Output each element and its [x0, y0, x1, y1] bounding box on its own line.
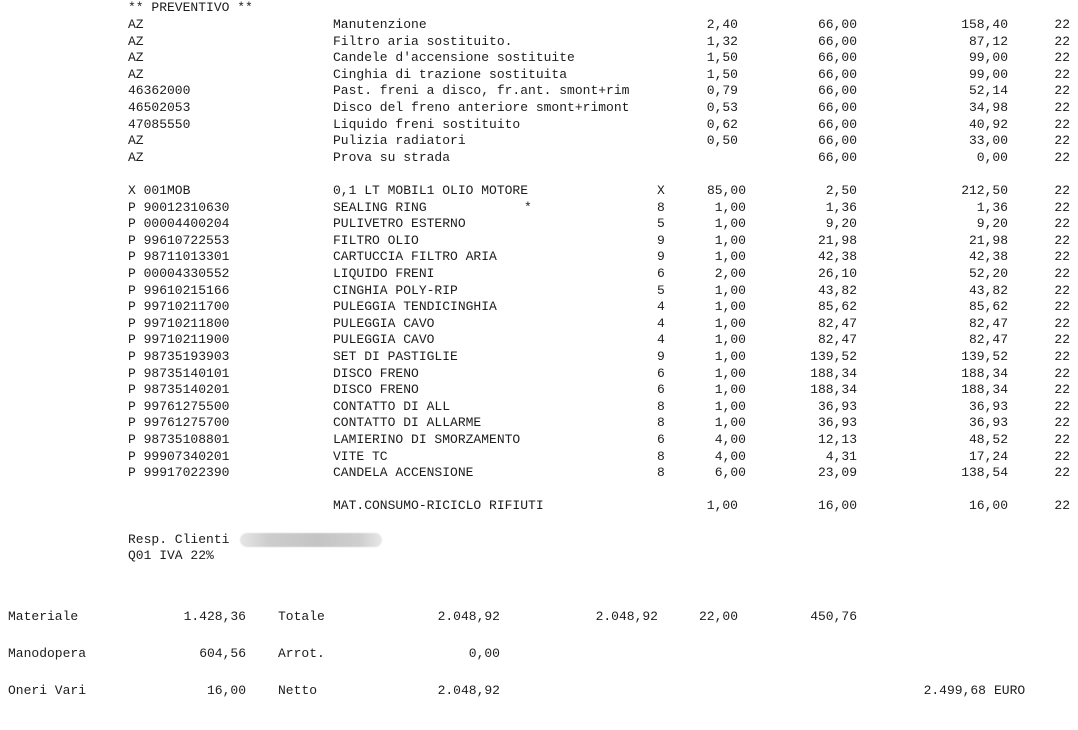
part-vat: 22 — [1054, 232, 1070, 248]
part-code: P 99761275500 — [128, 398, 230, 414]
part-vat: 22 — [1054, 199, 1070, 215]
taxable-value: 2.048,92 — [595, 609, 658, 624]
part-description: LIQUIDO FRENI — [333, 266, 435, 281]
labor-hours: 0,79 — [706, 83, 738, 99]
part-vat: 22 — [1054, 432, 1070, 447]
consumables-amount: 16,00 — [968, 498, 1008, 513]
labor-vat: 22 — [1054, 17, 1070, 32]
materiale-value: 1.428,36 — [183, 609, 246, 624]
labor-description: Filtro aria sostituito. — [333, 33, 513, 49]
part-class: 8 — [657, 398, 665, 414]
part-amount: 52,20 — [968, 266, 1008, 281]
vat-rate: 22,00 — [698, 609, 738, 624]
part-description: PULIVETRO ESTERNO — [333, 216, 466, 232]
part-qty: 1,00 — [714, 216, 746, 232]
labor-code: 46362000 — [128, 83, 191, 99]
labor-code: AZ — [128, 33, 144, 49]
part-vat: 22 — [1054, 448, 1070, 464]
part-qty: 1,00 — [714, 382, 746, 398]
part-qty: 1,00 — [714, 299, 746, 315]
labor-amount: 99,00 — [968, 50, 1008, 66]
part-class: 9 — [657, 249, 665, 265]
part-class: 6 — [657, 266, 665, 281]
part-amount: 188,34 — [961, 365, 1008, 381]
vat-code: Q01 IVA 22% — [128, 548, 214, 563]
part-description: VITE TC — [333, 448, 388, 464]
part-qty: 1,00 — [714, 332, 746, 348]
labor-code: AZ — [128, 66, 144, 82]
part-class: 8 — [657, 199, 665, 215]
resp-clienti-label: Resp. Clienti — [128, 532, 230, 547]
labor-description: Past. freni a disco, fr.ant. smont+rim — [333, 83, 630, 99]
part-code: P 99710211700 — [128, 299, 230, 315]
labor-code: AZ — [128, 133, 144, 149]
part-vat: 22 — [1054, 282, 1070, 298]
part-description: CONTATTO DI ALLARME — [333, 415, 482, 431]
part-description: CONTATTO DI ALL — [333, 398, 451, 414]
part-price: 2,50 — [825, 183, 857, 198]
part-amount: 36,93 — [968, 398, 1008, 414]
part-code: P 98735108801 — [128, 432, 230, 447]
part-vat: 22 — [1054, 349, 1070, 364]
arrot-value: 0,00 — [468, 646, 500, 661]
part-class: 4 — [657, 315, 665, 331]
part-description: PULEGGIA CAVO — [333, 332, 435, 348]
labor-vat: 22 — [1054, 83, 1070, 99]
part-vat: 22 — [1054, 299, 1070, 315]
part-price: 36,93 — [817, 415, 857, 431]
part-code: P 99710211800 — [128, 315, 230, 331]
part-amount: 85,62 — [968, 299, 1008, 315]
labor-hours: 2,40 — [706, 17, 738, 32]
labor-rate: 66,00 — [817, 50, 857, 66]
part-qty: 1,00 — [714, 365, 746, 381]
labor-description: Cinghia di trazione sostituita — [333, 66, 568, 82]
part-class: 9 — [657, 232, 665, 248]
part-code: P 00004330552 — [128, 266, 230, 281]
part-qty: 2,00 — [714, 266, 746, 281]
part-amount: 42,38 — [968, 249, 1008, 265]
labor-rate: 66,00 — [817, 33, 857, 49]
labor-description: Disco del freno anteriore smont+rimont — [333, 100, 630, 115]
part-vat: 22 — [1054, 398, 1070, 414]
part-code: P 98735193903 — [128, 349, 230, 364]
labor-description: Manutenzione — [333, 17, 427, 32]
part-description: CARTUCCIA FILTRO ARIA — [333, 249, 497, 265]
part-vat: 22 — [1054, 382, 1070, 398]
part-amount: 9,20 — [976, 216, 1008, 232]
labor-vat: 22 — [1054, 66, 1070, 82]
part-amount: 212,50 — [961, 183, 1008, 198]
oneri-vari-value: 16,00 — [206, 683, 246, 698]
part-description: CANDELA ACCENSIONE — [333, 465, 474, 481]
part-qty: 4,00 — [714, 448, 746, 464]
part-amount: 138,54 — [961, 465, 1008, 481]
part-vat: 22 — [1054, 183, 1070, 198]
labor-rate: 66,00 — [817, 100, 857, 115]
part-price: 82,47 — [817, 332, 857, 348]
part-description: PULEGGIA CAVO — [333, 315, 435, 331]
part-code: P 99761275700 — [128, 415, 230, 431]
vat-amount: 450,76 — [810, 609, 857, 624]
part-qty: 1,00 — [714, 349, 746, 364]
labor-rate: 66,00 — [817, 83, 857, 99]
labor-rate: 66,00 — [817, 149, 857, 165]
labor-description: Pulizia radiatori — [333, 133, 466, 149]
part-qty: 1,00 — [714, 398, 746, 414]
materiale-label: Materiale — [8, 609, 79, 624]
part-vat: 22 — [1054, 415, 1070, 431]
part-code: P 98735140201 — [128, 382, 230, 398]
redacted-customer-name — [240, 533, 382, 547]
part-price: 43,82 — [817, 282, 857, 298]
labor-amount: 0,00 — [976, 149, 1008, 165]
part-price: 23,09 — [817, 465, 857, 481]
part-class: 9 — [657, 349, 665, 364]
part-amount: 36,93 — [968, 415, 1008, 431]
part-amount: 17,24 — [968, 448, 1008, 464]
part-vat: 22 — [1054, 315, 1070, 331]
labor-amount: 40,92 — [968, 116, 1008, 132]
part-price: 21,98 — [817, 232, 857, 248]
part-code: P 99907340201 — [128, 448, 230, 464]
part-vat: 22 — [1054, 365, 1070, 381]
part-class: 4 — [657, 332, 665, 348]
netto-value: 2.048,92 — [437, 683, 500, 698]
labor-description: Candele d'accensione sostituite — [333, 50, 575, 66]
labor-hours: 1,50 — [706, 66, 738, 82]
labor-amount: 158,40 — [961, 17, 1008, 32]
part-vat: 22 — [1054, 249, 1070, 265]
document-title: ** PREVENTIVO ** — [128, 0, 253, 15]
part-vat: 22 — [1054, 216, 1070, 232]
labor-code: 47085550 — [128, 116, 191, 132]
part-class: 8 — [657, 448, 665, 464]
consumables-qty: 1,00 — [706, 498, 738, 513]
labor-vat: 22 — [1054, 33, 1070, 49]
part-description: FILTRO OLIO — [333, 232, 419, 248]
currency-label: EURO — [994, 683, 1026, 698]
part-code: P 98711013301 — [128, 249, 230, 265]
part-vat: 22 — [1054, 266, 1070, 281]
part-price: 85,62 — [817, 299, 857, 315]
labor-code: AZ — [128, 17, 144, 32]
totale-value: 2.048,92 — [437, 609, 500, 624]
oneri-vari-label: Oneri Vari — [8, 683, 87, 698]
labor-amount: 52,14 — [968, 83, 1008, 99]
labor-vat: 22 — [1054, 149, 1070, 165]
labor-rate: 66,00 — [817, 116, 857, 132]
part-code: P 99917022390 — [128, 465, 230, 481]
part-amount: 21,98 — [968, 232, 1008, 248]
part-vat: 22 — [1054, 332, 1070, 348]
part-amount: 43,82 — [968, 282, 1008, 298]
labor-rate: 66,00 — [817, 66, 857, 82]
labor-description: Liquido freni sostituito — [333, 116, 521, 132]
part-description: 0,1 LT MOBIL1 OLIO MOTORE — [333, 183, 529, 198]
part-price: 36,93 — [817, 398, 857, 414]
consumables-price: 16,00 — [817, 498, 857, 513]
part-class: 8 — [657, 465, 665, 481]
part-class: 6 — [657, 432, 665, 447]
part-class: 5 — [657, 282, 665, 298]
part-description: DISCO FRENO — [333, 365, 419, 381]
labor-hours: 1,32 — [706, 33, 738, 49]
part-qty: 1,00 — [714, 315, 746, 331]
part-amount: 1,36 — [976, 199, 1008, 215]
labor-code: 46502053 — [128, 100, 191, 115]
part-class: 6 — [657, 365, 665, 381]
labor-description: Prova su strada — [333, 149, 451, 165]
part-price: 188,34 — [810, 365, 857, 381]
part-description: PULEGGIA TENDICINGHIA — [333, 299, 497, 315]
part-price: 1,36 — [825, 199, 857, 215]
part-code: P 99610722553 — [128, 232, 230, 248]
labor-amount: 87,12 — [968, 33, 1008, 49]
labor-vat: 22 — [1054, 50, 1070, 66]
part-vat: 22 — [1054, 465, 1070, 481]
part-code: P 99610215166 — [128, 282, 230, 298]
grand-total-value: 2.499,68 — [923, 683, 986, 698]
part-mark: * — [524, 199, 532, 215]
part-class: 8 — [657, 415, 665, 431]
part-qty: 1,00 — [714, 415, 746, 431]
part-class: X — [657, 183, 665, 198]
part-amount: 139,52 — [961, 349, 1008, 364]
labor-hours: 0,53 — [706, 100, 738, 115]
part-code: X 001MOB — [128, 183, 191, 198]
part-qty: 6,00 — [714, 465, 746, 481]
part-price: 139,52 — [810, 349, 857, 364]
part-code: P 98735140101 — [128, 365, 230, 381]
part-price: 82,47 — [817, 315, 857, 331]
part-price: 9,20 — [825, 216, 857, 232]
manodopera-label: Manodopera — [8, 646, 87, 661]
part-code: P 99710211900 — [128, 332, 230, 348]
labor-amount: 33,00 — [968, 133, 1008, 149]
labor-rate: 66,00 — [817, 133, 857, 149]
labor-hours: 1,50 — [706, 50, 738, 66]
part-price: 4,31 — [825, 448, 857, 464]
part-amount: 188,34 — [961, 382, 1008, 398]
part-price: 42,38 — [817, 249, 857, 265]
part-price: 188,34 — [810, 382, 857, 398]
labor-rate: 66,00 — [817, 17, 857, 32]
part-price: 26,10 — [817, 266, 857, 281]
manodopera-value: 604,56 — [199, 646, 246, 661]
labor-vat: 22 — [1054, 116, 1070, 132]
part-description: SEALING RING — [333, 199, 427, 215]
labor-hours: 0,50 — [706, 133, 738, 149]
part-qty: 1,00 — [714, 232, 746, 248]
consumables-vat: 22 — [1054, 498, 1070, 513]
labor-hours: 0,62 — [706, 116, 738, 132]
part-amount: 82,47 — [968, 315, 1008, 331]
part-code: P 00004400204 — [128, 216, 230, 232]
part-amount: 82,47 — [968, 332, 1008, 348]
labor-amount: 34,98 — [968, 100, 1008, 115]
part-amount: 48,52 — [968, 432, 1008, 447]
labor-vat: 22 — [1054, 133, 1070, 149]
part-description: LAMIERINO DI SMORZAMENTO — [333, 432, 521, 447]
part-qty: 1,00 — [714, 249, 746, 265]
part-class: 4 — [657, 299, 665, 315]
part-description: CINGHIA POLY-RIP — [333, 282, 458, 298]
part-description: DISCO FRENO — [333, 382, 419, 398]
part-qty: 1,00 — [714, 199, 746, 215]
consumables-description: MAT.CONSUMO-RICICLO RIFIUTI — [333, 498, 544, 513]
part-class: 5 — [657, 216, 665, 232]
part-code: P 90012310630 — [128, 199, 230, 215]
part-qty: 1,00 — [714, 282, 746, 298]
netto-label: Netto — [278, 683, 318, 698]
part-description: SET DI PASTIGLIE — [333, 349, 458, 364]
totale-label: Totale — [278, 609, 325, 624]
labor-code: AZ — [128, 50, 144, 66]
part-price: 12,13 — [817, 432, 857, 447]
part-class: 6 — [657, 382, 665, 398]
part-qty: 85,00 — [706, 183, 746, 198]
arrot-label: Arrot. — [278, 646, 325, 661]
labor-amount: 99,00 — [968, 66, 1008, 82]
part-qty: 4,00 — [714, 432, 746, 447]
labor-code: AZ — [128, 149, 144, 165]
labor-vat: 22 — [1054, 100, 1070, 115]
